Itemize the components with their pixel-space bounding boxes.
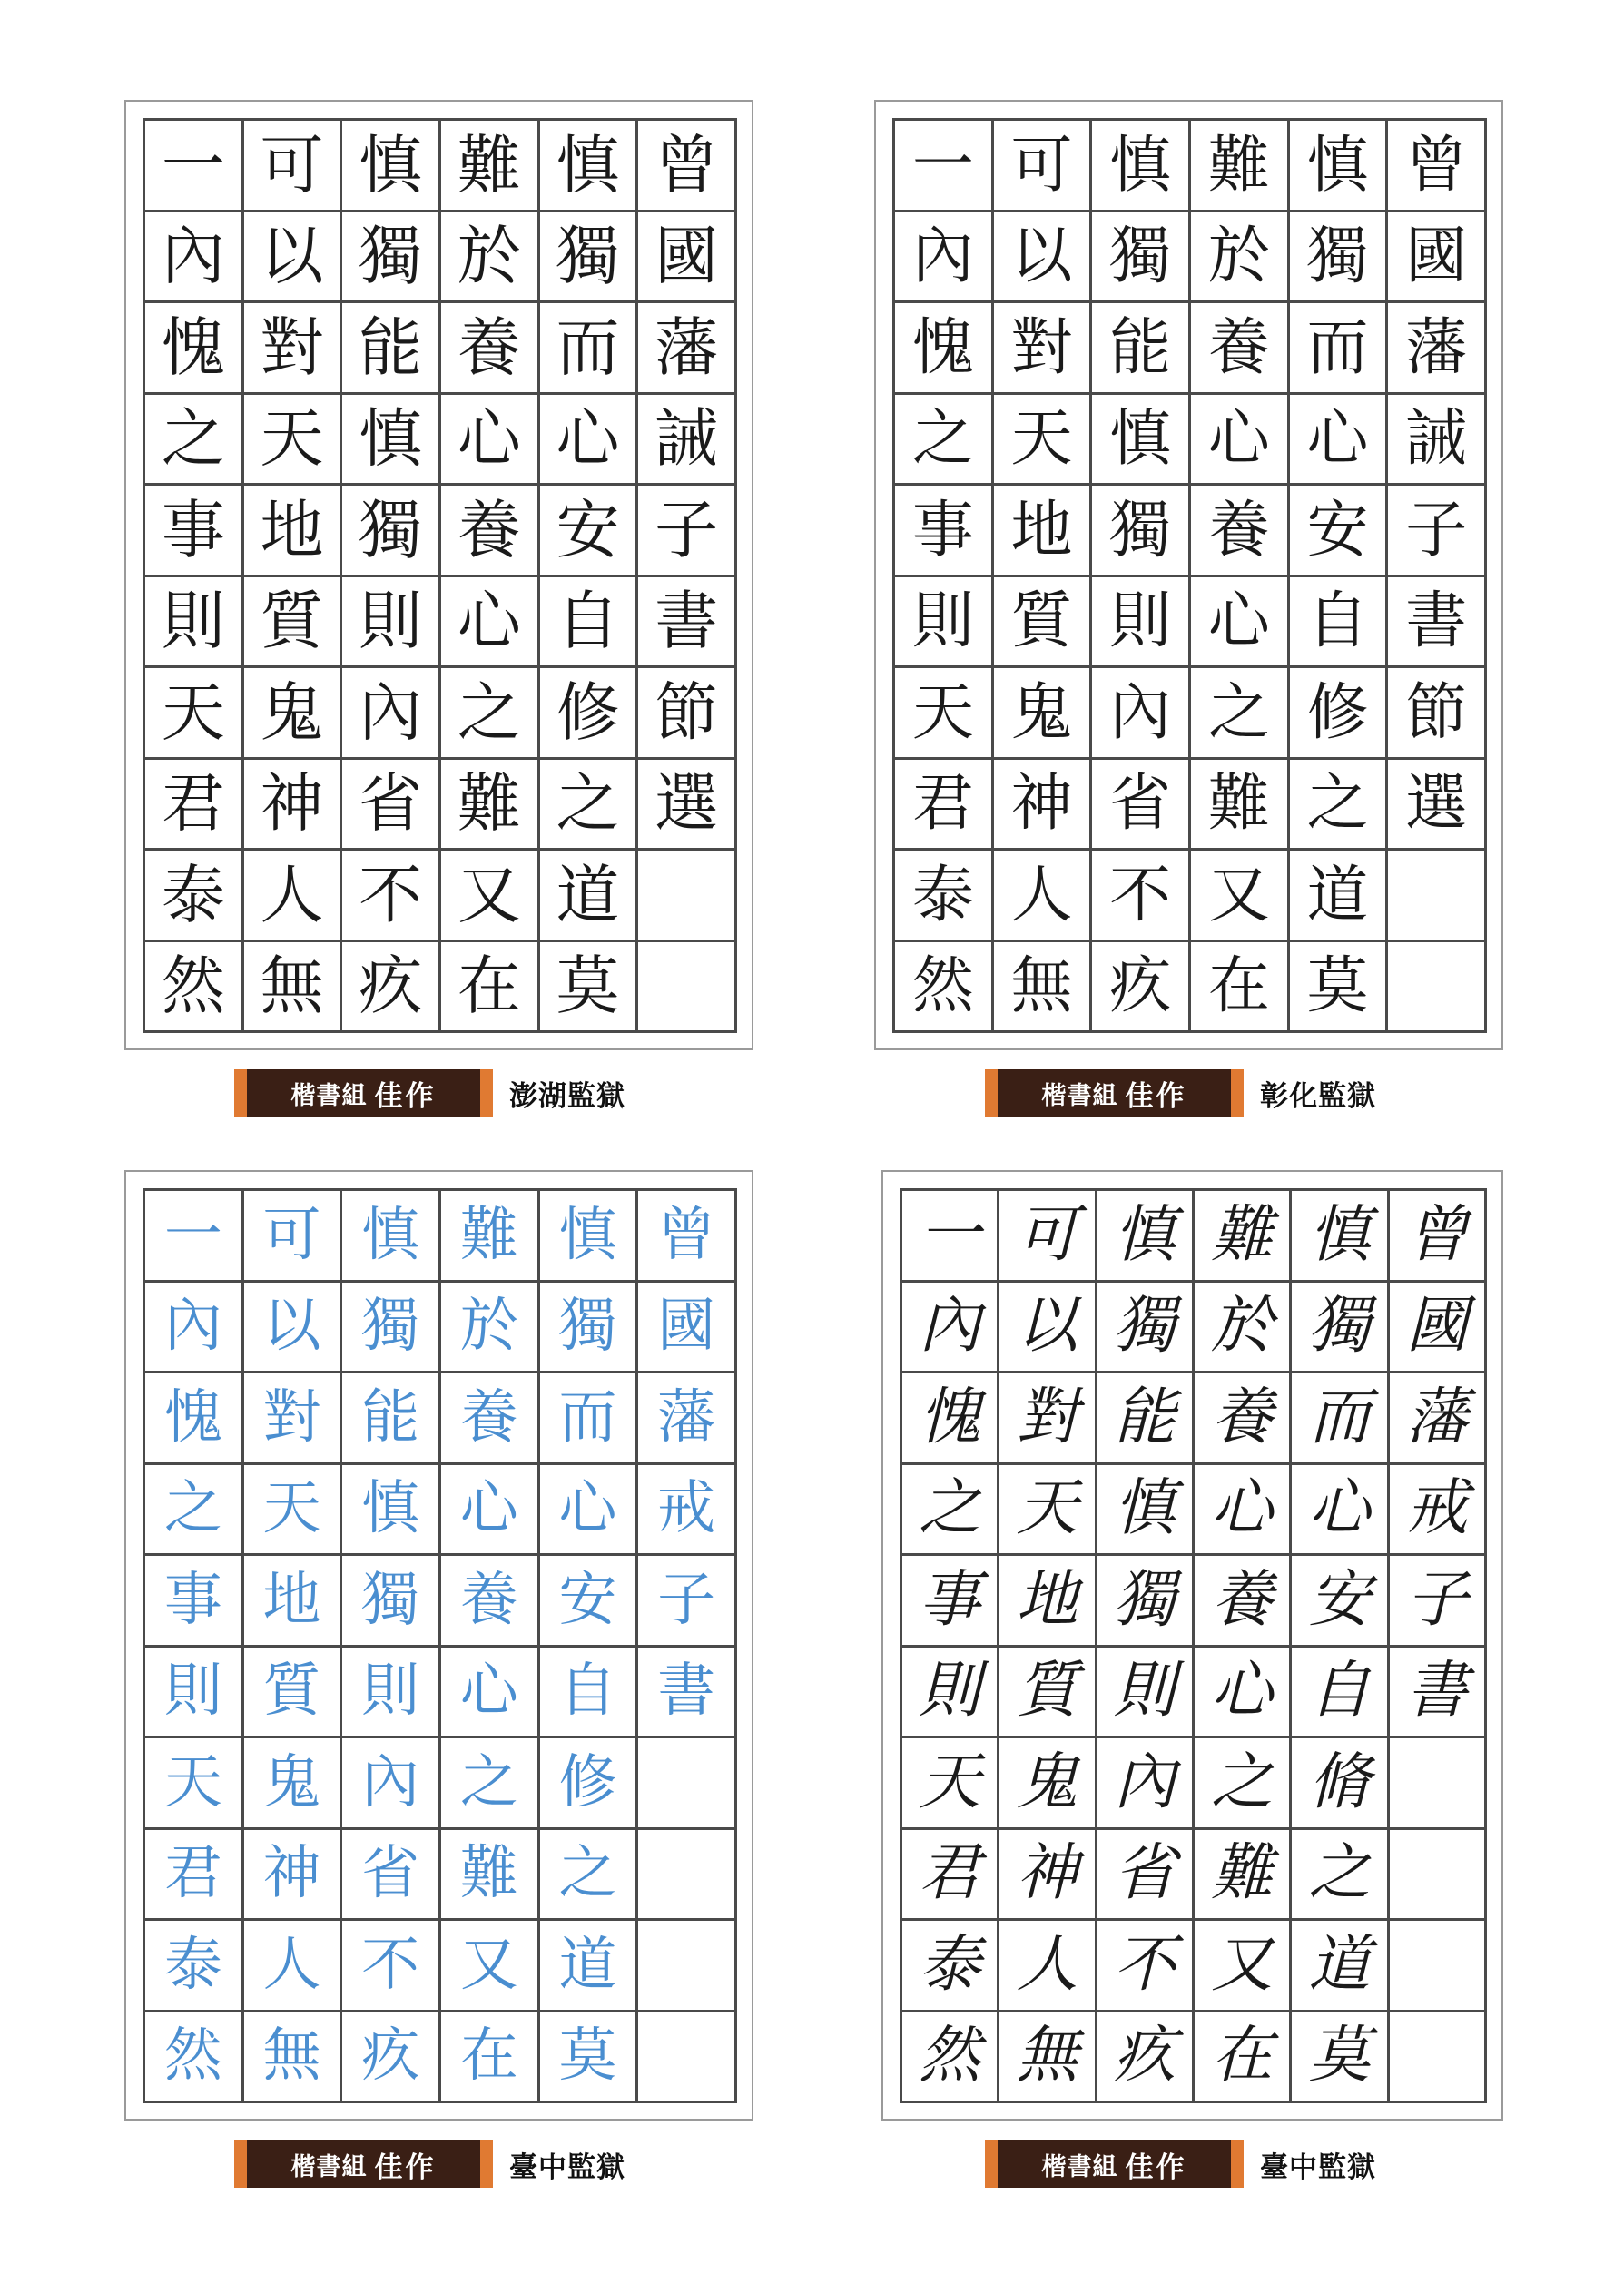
caption-changhua <box>985 1069 1376 1117</box>
grid-cell: 無 <box>994 942 1093 1034</box>
grid-cell: 愧 <box>145 303 244 395</box>
grid-cell: 則 <box>895 577 994 669</box>
grid-cell: 對 <box>994 303 1093 395</box>
grid-cell: 莫 <box>1290 942 1389 1034</box>
grid-cell: 難 <box>441 1830 540 1922</box>
grid-cell: 養 <box>441 486 540 577</box>
grid-cell: 養 <box>1191 303 1290 395</box>
grid-cell: 則 <box>342 577 441 669</box>
grid-cell: 天 <box>994 395 1093 487</box>
grid-cell <box>638 851 737 942</box>
grid-cell: 誡 <box>1388 395 1487 487</box>
venue-label: 彰化監獄 <box>1260 1079 1376 1113</box>
grid-cell: 自 <box>540 1648 639 1739</box>
grid-cell: 神 <box>244 1830 343 1922</box>
grid-cell: 事 <box>145 486 244 577</box>
grid-cell: 人 <box>244 1921 343 2012</box>
award-badge <box>985 2140 1244 2188</box>
grid-cell: 節 <box>1388 668 1487 760</box>
grid-cell: 而 <box>540 1373 639 1465</box>
grid-cell: 修 <box>1290 668 1389 760</box>
grid-cell: 書 <box>638 577 737 669</box>
venue-label: 臺中監獄 <box>1260 2150 1376 2184</box>
grid-cell: 心 <box>540 1465 639 1557</box>
grid-cell: 內 <box>1092 668 1191 760</box>
grid-cell: 道 <box>1290 851 1389 942</box>
grid-cell: 於 <box>1195 1283 1292 1374</box>
grid-cell: 天 <box>145 668 244 760</box>
grid-cell: 脩 <box>1292 1738 1389 1830</box>
grid-cell: 安 <box>1292 1556 1389 1648</box>
grid-cell: 於 <box>441 1283 540 1374</box>
grid-cell: 之 <box>1292 1830 1389 1922</box>
grid-cell: 愧 <box>895 303 994 395</box>
grid-cell: 誡 <box>638 395 737 487</box>
grid-cell: 修 <box>540 668 639 760</box>
grid-cell: 地 <box>244 486 343 577</box>
grid-cell: 泰 <box>902 1921 999 2012</box>
caption-taichung-2 <box>985 2140 1376 2188</box>
grid-cell: 神 <box>999 1830 1097 1922</box>
grid-cell: 人 <box>999 1921 1097 2012</box>
grid-cell: 養 <box>1191 486 1290 577</box>
grid-cell <box>1390 1830 1487 1922</box>
grid-cell: 修 <box>540 1738 639 1830</box>
grid-cell: 國 <box>1388 212 1487 304</box>
grid-cell: 君 <box>145 1830 244 1922</box>
grid-cell: 之 <box>441 668 540 760</box>
award-badge <box>234 2140 493 2188</box>
group-label: 楷書組 <box>1041 1081 1118 1110</box>
grid-cell: 道 <box>1292 1921 1389 2012</box>
grid-cell: 慎 <box>342 395 441 487</box>
grid-cell: 疚 <box>1097 2012 1195 2104</box>
grid-cell: 心 <box>1191 577 1290 669</box>
grid-cell: 獨 <box>342 1556 441 1648</box>
grid-cell: 能 <box>1092 303 1191 395</box>
group-label: 楷書組 <box>1041 2152 1118 2181</box>
grid-cell: 慎 <box>342 121 441 212</box>
grid-cell: 之 <box>1191 668 1290 760</box>
grid-cell: 之 <box>145 395 244 487</box>
award-label: 佳作 <box>374 2150 437 2184</box>
grid-cell: 以 <box>999 1283 1097 1374</box>
grid-cell: 然 <box>145 2012 244 2104</box>
grid-cell: 國 <box>638 212 737 304</box>
grid-cell: 慎 <box>1097 1191 1195 1283</box>
grid-cell: 曾 <box>1388 121 1487 212</box>
grid-cell: 書 <box>1388 577 1487 669</box>
grid-cell: 獨 <box>342 486 441 577</box>
grid-cell: 則 <box>902 1648 999 1739</box>
grid-cell: 省 <box>342 760 441 851</box>
grid-cell: 君 <box>145 760 244 851</box>
grid-cell: 獨 <box>1097 1556 1195 1648</box>
grid-cell: 神 <box>994 760 1093 851</box>
grid-cell: 地 <box>999 1556 1097 1648</box>
grid-cell: 慎 <box>342 1465 441 1557</box>
grid-cell: 天 <box>895 668 994 760</box>
grid-cell: 於 <box>1191 212 1290 304</box>
grid-cell: 難 <box>1195 1191 1292 1283</box>
grid-cell: 之 <box>540 760 639 851</box>
grid-cell: 然 <box>895 942 994 1034</box>
grid-cell: 而 <box>1290 303 1389 395</box>
grid-cell: 不 <box>1097 1921 1195 2012</box>
grid-cell: 慎 <box>1292 1191 1389 1283</box>
grid-cell: 莫 <box>1292 2012 1389 2104</box>
grid-cell: 內 <box>902 1283 999 1374</box>
grid-cell: 不 <box>342 851 441 942</box>
grid-cell: 內 <box>342 1738 441 1830</box>
grid-cell: 國 <box>1390 1283 1487 1374</box>
grid-cell: 養 <box>1195 1373 1292 1465</box>
grid-cell: 在 <box>1191 942 1290 1034</box>
grid-cell: 內 <box>145 1283 244 1374</box>
grid-cell: 養 <box>441 303 540 395</box>
grid-cell: 人 <box>994 851 1093 942</box>
grid-cell: 然 <box>902 2012 999 2104</box>
grid-cell: 省 <box>1092 760 1191 851</box>
grid-cell: 慎 <box>1290 121 1389 212</box>
grid-cell: 自 <box>1290 577 1389 669</box>
group-label: 楷書組 <box>290 1081 368 1110</box>
grid-cell: 道 <box>540 851 639 942</box>
grid-cell: 養 <box>441 1373 540 1465</box>
grid-cell: 國 <box>638 1283 737 1374</box>
grid-cell: 莫 <box>540 2012 639 2104</box>
grid-cell: 獨 <box>540 1283 639 1374</box>
grid-cell: 獨 <box>1097 1283 1195 1374</box>
grid-cell: 則 <box>145 577 244 669</box>
grid-cell: 省 <box>1097 1830 1195 1922</box>
grid-cell: 心 <box>441 395 540 487</box>
grid-cell: 對 <box>999 1373 1097 1465</box>
grid-cell: 心 <box>1191 395 1290 487</box>
grid-cell: 心 <box>1195 1648 1292 1739</box>
venue-label: 澎湖監獄 <box>509 1079 625 1113</box>
grid-cell: 而 <box>540 303 639 395</box>
grid-cell: 內 <box>342 668 441 760</box>
grid-cell: 能 <box>342 303 441 395</box>
grid-cell: 之 <box>902 1465 999 1557</box>
grid-cell: 質 <box>244 577 343 669</box>
grid-cell: 對 <box>244 303 343 395</box>
caption-taichung-1 <box>234 2140 625 2188</box>
award-label: 佳作 <box>1125 2150 1187 2184</box>
grid-cell: 曾 <box>638 1191 737 1283</box>
grid-cell: 獨 <box>1092 486 1191 577</box>
calligraphy-sheet-taichung-black <box>881 1170 1503 2121</box>
grid-cell: 藩 <box>638 303 737 395</box>
grid-cell: 質 <box>999 1648 1097 1739</box>
grid-cell: 心 <box>441 1465 540 1557</box>
grid-cell: 則 <box>1097 1648 1195 1739</box>
grid-cell: 則 <box>342 1648 441 1739</box>
grid-cell: 然 <box>145 942 244 1034</box>
grid-cell <box>1388 942 1487 1034</box>
grid-cell: 獨 <box>1092 212 1191 304</box>
grid-cell: 可 <box>244 121 343 212</box>
grid-cell: 一 <box>145 121 244 212</box>
grid-cell: 在 <box>441 942 540 1034</box>
grid-cell: 曾 <box>1390 1191 1487 1283</box>
grid-cell: 泰 <box>895 851 994 942</box>
grid-cell: 愧 <box>902 1373 999 1465</box>
grid-cell: 獨 <box>1290 212 1389 304</box>
grid-cell: 獨 <box>1292 1283 1389 1374</box>
award-badge <box>234 1069 493 1117</box>
grid-cell: 藩 <box>1390 1373 1487 1465</box>
character-grid <box>143 118 737 1033</box>
grid-cell <box>1390 2012 1487 2104</box>
grid-cell: 又 <box>1195 1921 1292 2012</box>
grid-cell: 可 <box>994 121 1093 212</box>
grid-cell: 神 <box>244 760 343 851</box>
grid-cell: 對 <box>244 1373 343 1465</box>
award-label: 佳作 <box>1125 1079 1187 1113</box>
group-label: 楷書組 <box>290 2152 368 2181</box>
grid-cell: 心 <box>1195 1465 1292 1557</box>
grid-cell: 一 <box>902 1191 999 1283</box>
grid-cell: 子 <box>638 486 737 577</box>
grid-cell: 事 <box>895 486 994 577</box>
grid-cell: 又 <box>441 851 540 942</box>
grid-cell: 事 <box>902 1556 999 1648</box>
grid-cell: 地 <box>244 1556 343 1648</box>
calligraphy-sheet-taichung-blue <box>124 1170 753 2121</box>
grid-cell: 以 <box>994 212 1093 304</box>
grid-cell: 子 <box>638 1556 737 1648</box>
grid-cell <box>638 1830 737 1922</box>
grid-cell <box>1390 1921 1487 2012</box>
grid-cell: 自 <box>1292 1648 1389 1739</box>
grid-cell: 無 <box>244 942 343 1034</box>
grid-cell: 省 <box>342 1830 441 1922</box>
grid-cell: 曾 <box>638 121 737 212</box>
grid-cell: 可 <box>999 1191 1097 1283</box>
grid-cell: 難 <box>1195 1830 1292 1922</box>
grid-cell: 則 <box>1092 577 1191 669</box>
grid-cell: 慎 <box>1097 1465 1195 1557</box>
grid-cell: 之 <box>1195 1738 1292 1830</box>
grid-cell: 養 <box>441 1556 540 1648</box>
grid-cell: 人 <box>244 851 343 942</box>
grid-cell: 子 <box>1388 486 1487 577</box>
grid-cell: 不 <box>342 1921 441 2012</box>
grid-cell: 心 <box>540 395 639 487</box>
grid-cell: 戒 <box>638 1465 737 1557</box>
grid-cell: 質 <box>244 1648 343 1739</box>
grid-cell: 慎 <box>342 1191 441 1283</box>
grid-cell: 鬼 <box>999 1738 1097 1830</box>
grid-cell: 心 <box>1290 395 1389 487</box>
grid-cell: 心 <box>1292 1465 1389 1557</box>
award-label: 佳作 <box>374 1079 437 1113</box>
grid-cell: 難 <box>1191 121 1290 212</box>
grid-cell: 天 <box>244 395 343 487</box>
grid-cell: 又 <box>1191 851 1290 942</box>
grid-cell: 選 <box>638 760 737 851</box>
grid-cell: 鬼 <box>994 668 1093 760</box>
venue-label: 臺中監獄 <box>509 2150 625 2184</box>
grid-cell: 安 <box>540 1556 639 1648</box>
grid-cell <box>638 942 737 1034</box>
grid-cell: 一 <box>895 121 994 212</box>
grid-cell: 不 <box>1092 851 1191 942</box>
grid-cell: 獨 <box>342 212 441 304</box>
grid-cell: 道 <box>540 1921 639 2012</box>
grid-cell: 泰 <box>145 1921 244 2012</box>
grid-cell: 安 <box>540 486 639 577</box>
grid-cell: 獨 <box>342 1283 441 1374</box>
calligraphy-sheet-penghu <box>124 100 753 1050</box>
grid-cell: 地 <box>994 486 1093 577</box>
grid-cell: 君 <box>902 1830 999 1922</box>
grid-cell: 之 <box>145 1465 244 1557</box>
grid-cell: 藩 <box>638 1373 737 1465</box>
character-grid <box>143 1188 737 2103</box>
calligraphy-sheet-changhua <box>874 100 1503 1050</box>
grid-cell: 事 <box>145 1556 244 1648</box>
grid-cell: 難 <box>441 760 540 851</box>
grid-cell: 自 <box>540 577 639 669</box>
grid-cell: 難 <box>441 121 540 212</box>
grid-cell: 天 <box>145 1738 244 1830</box>
grid-cell: 內 <box>145 212 244 304</box>
grid-cell: 藩 <box>1388 303 1487 395</box>
grid-cell <box>1390 1738 1487 1830</box>
grid-cell: 一 <box>145 1191 244 1283</box>
caption-penghu <box>234 1069 625 1117</box>
grid-cell: 在 <box>441 2012 540 2104</box>
character-grid <box>892 118 1487 1033</box>
grid-cell: 天 <box>999 1465 1097 1557</box>
grid-cell: 鬼 <box>244 1738 343 1830</box>
grid-cell: 節 <box>638 668 737 760</box>
grid-cell: 養 <box>1195 1556 1292 1648</box>
grid-cell: 選 <box>1388 760 1487 851</box>
grid-cell: 心 <box>441 577 540 669</box>
grid-cell: 天 <box>244 1465 343 1557</box>
grid-cell: 難 <box>1191 760 1290 851</box>
grid-cell: 難 <box>441 1191 540 1283</box>
grid-cell: 則 <box>145 1648 244 1739</box>
grid-cell: 慎 <box>1092 121 1191 212</box>
grid-cell: 在 <box>1195 2012 1292 2104</box>
grid-cell: 質 <box>994 577 1093 669</box>
grid-cell: 之 <box>895 395 994 487</box>
grid-cell <box>638 1738 737 1830</box>
grid-cell: 內 <box>1097 1738 1195 1830</box>
award-badge <box>985 1069 1244 1117</box>
grid-cell: 之 <box>441 1738 540 1830</box>
grid-cell: 能 <box>1097 1373 1195 1465</box>
grid-cell: 慎 <box>540 1191 639 1283</box>
grid-cell: 子 <box>1390 1556 1487 1648</box>
grid-cell: 疚 <box>342 942 441 1034</box>
grid-cell: 之 <box>540 1830 639 1922</box>
grid-cell: 無 <box>244 2012 343 2104</box>
grid-cell <box>1388 851 1487 942</box>
grid-cell: 慎 <box>1092 395 1191 487</box>
grid-cell: 能 <box>342 1373 441 1465</box>
grid-cell: 內 <box>895 212 994 304</box>
grid-cell: 無 <box>999 2012 1097 2104</box>
grid-cell <box>638 2012 737 2104</box>
grid-cell: 以 <box>244 1283 343 1374</box>
grid-cell: 之 <box>1290 760 1389 851</box>
grid-cell: 於 <box>441 212 540 304</box>
grid-cell: 疚 <box>342 2012 441 2104</box>
grid-cell: 君 <box>895 760 994 851</box>
grid-cell: 書 <box>638 1648 737 1739</box>
grid-cell: 鬼 <box>244 668 343 760</box>
grid-cell: 莫 <box>540 942 639 1034</box>
grid-cell: 泰 <box>145 851 244 942</box>
grid-cell: 可 <box>244 1191 343 1283</box>
grid-cell: 愧 <box>145 1373 244 1465</box>
grid-cell: 書 <box>1390 1648 1487 1739</box>
grid-cell: 慎 <box>540 121 639 212</box>
grid-cell: 又 <box>441 1921 540 2012</box>
grid-cell: 心 <box>441 1648 540 1739</box>
grid-cell: 以 <box>244 212 343 304</box>
character-grid <box>900 1188 1487 2103</box>
grid-cell: 而 <box>1292 1373 1389 1465</box>
grid-cell: 疚 <box>1092 942 1191 1034</box>
grid-cell: 安 <box>1290 486 1389 577</box>
grid-cell: 獨 <box>540 212 639 304</box>
grid-cell: 戒 <box>1390 1465 1487 1557</box>
grid-cell: 天 <box>902 1738 999 1830</box>
grid-cell <box>638 1921 737 2012</box>
